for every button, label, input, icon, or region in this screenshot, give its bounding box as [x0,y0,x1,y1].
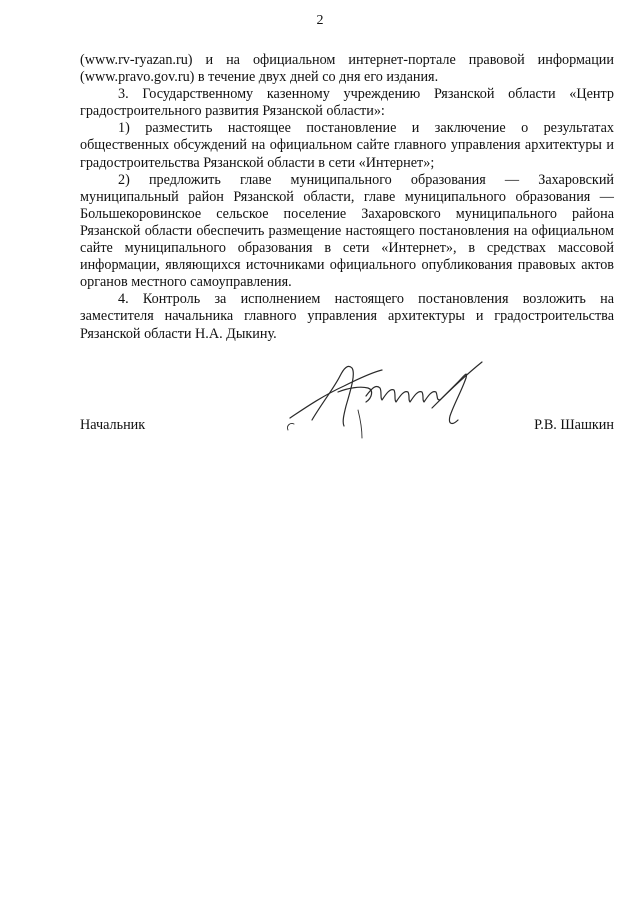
paragraph-item-4: 4. Контроль за исполнением настоящего постановления возложить на заместителя начальника главного управления архитектуры и градостроительства Рязанской области Н.А. Дыкину. [80,291,614,342]
paragraph-subitem-1: 1) разместить настоящее постановление и заключение о результатах общественных обсуждений на официальном сайте главного управления архитектуры и градостроительства Рязанской области в сети «Интернет»; [80,120,614,171]
signatory-position: Начальник [80,417,146,433]
paragraph-item-3: 3. Государственному казенному учреждению Рязанской области «Центр градостроительного развития Рязанской области»: [80,86,614,120]
page-number: 2 [316,13,324,28]
paragraph-subitem-2: 2) предложить главе муниципального образования — Захаровский муниципальный район Рязанской области, главе муниципального образования — Большекоровинское сельское поселение Захаровского муниципального района Рязанской области обеспечить размещение настоящего постановления на официальном сайте муниципального образования в сети «Интернет», в средствах массовой информации, являющихся источниками официального опубликования правовых актов органов местного самоуправления. [80,171,614,291]
handwritten-signature [282,348,497,443]
document-body [80,52,614,343]
signatory-name: Р.В. Шашкин [534,417,614,433]
paragraph-publication: (www.rv-ryazan.ru) и на официальном интернет-портале правовой информации (www.pravo.gov.ru) в течение двух дней со дня его издания. [80,52,614,86]
